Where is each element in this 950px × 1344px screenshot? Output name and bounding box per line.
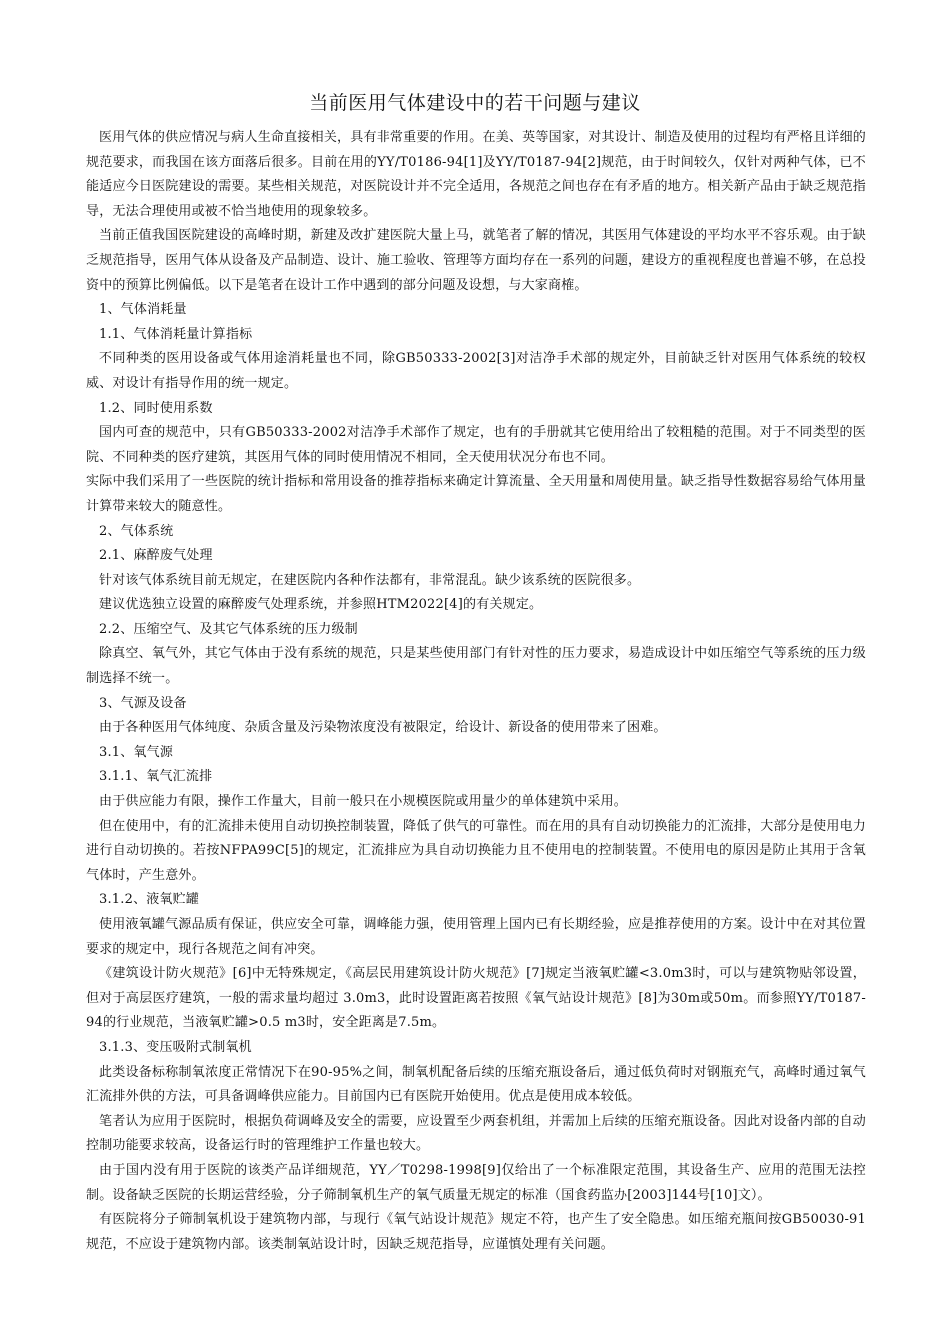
paragraph: 建议优选独立设置的麻醉废气处理系统，并参照HTM2022[4]的有关规定。 <box>99 597 543 613</box>
paragraph: 此类设备标称制氧浓度正常情况下在90-95%之间，制氧机配备后续的压缩充瓶设备后，通过低负荷时对钢瓶充气，高峰时通过氧气汇流排外供的方法，可具备调峰供应能力。目前国内已有医院开始使用。优点是使用成本较低。 <box>86 1064 866 1105</box>
paragraph: 有医院将分子筛制氧机设于建筑物内部，与现行《氧气站设计规范》规定不符，也产生了安全隐患。如压缩充瓶间按GB50030-91规范，不应设于建筑物内部。该类制氧站设计时，因缺乏规范指导，应谨慎处理有关问题。 <box>86 1212 866 1252</box>
paragraph: 不同种类的医用设备或气体用途消耗量也不同，除GB50333-2002[3]对洁净手术部的规定外，目前缺乏针对医用气体系统的较权威、对设计有指导作用的统一规定。 <box>86 351 866 391</box>
paragraph: 国内可查的规范中，只有GB50333-2002对洁净手术部作了规定，也有的手册就其它使用给出了较粗糙的范围。对于不同类型的医院、不同种类的医疗建筑，其医用气体的同时使用情况不相同，全天使用状况分布也不同。 <box>86 425 866 465</box>
subsection-heading: 1.2、同时使用系数 <box>99 400 213 416</box>
paragraph: 针对该气体系统目前无规定，在建医院内各种作法都有，非常混乱。缺少该系统的医院很多。 <box>99 572 641 588</box>
subsection-heading: 1.1、气体消耗量计算指标 <box>99 326 253 342</box>
paragraph: 由于国内没有用于医院的该类产品详细规范，YY／T0298-1998[9]仅给出了一个标准限定范围，其设备生产、应用的范围无法控制。设备缺乏医院的长期运营经验，分子筛制氧机生产的氧气质量无规定的标准（国食药监办[2003]144号[10]文）。 <box>86 1162 866 1203</box>
paragraph: 除真空、氧气外，其它气体由于没有系统的规范，只是某些使用部门有针对性的压力要求，易造成设计中如压缩空气等系统的压力级制选择不统一。 <box>86 646 866 687</box>
paragraph: 使用液氧罐气源品质有保证，供应安全可靠，调峰能力强，使用管理上国内已有长期经验，应是推荐使用的方案。设计中在对其位置要求的规定中，现行各规范之间有冲突。 <box>86 917 866 957</box>
paragraph: 《建筑设计防火规范》[6]中无特殊规定，《高层民用建筑设计防火规范》[7]规定当液氧贮罐<3.0m3时，可以与建筑物贴邻设置，但对于高层医疗建筑，一般的需求量均超过 3.0m3，此时设置距离若按照《氧气站设计规范》[8]为30m或50m。而参照YY/T0187-94的行业规范，当液氧贮罐>0.5 m3时，安全距离是7.5m。 <box>86 966 866 1031</box>
subsection-heading: 3.1、氧气源 <box>99 744 174 760</box>
paragraph: 实际中我们采用了一些医院的统计指标和常用设备的推荐指标来确定计算流量、全天用量和周使用量。缺乏指导性数据容易给气体用量计算带来较大的随意性。 <box>86 474 866 514</box>
subsection-heading: 2.1、麻醉废气处理 <box>99 548 213 564</box>
document-title: 当前医用气体建设中的若干问题与建议 <box>309 92 641 114</box>
section-heading: 3、气源及设备 <box>99 695 187 711</box>
section-heading: 2、气体系统 <box>99 523 174 539</box>
paragraph: 由于各种医用气体纯度、杂质含量及污染物浓度没有被限定，给设计、新设备的使用带来了困难。 <box>99 720 667 736</box>
paragraph: 但在使用中，有的汇流排未使用自动切换控制装置，降低了供气的可靠性。而在用的具有自动切换能力的汇流排，大部分是使用电力进行自动切换的。若按NFPA99C[5]的规定，汇流排应为具自动切换能力且不使用电的控制装置。不使用电的原因是防止其用于含氧气体时，产生意外。 <box>86 818 866 883</box>
document-body <box>86 126 866 1257</box>
paragraph: 当前正值我国医院建设的高峰时期，新建及改扩建医院大量上马，就笔者了解的情况，其医用气体建设的平均水平不容乐观。由于缺乏规范指导，医用气体从设备及产品制造、设计、施工验收、管理等方面均存在一系列的问题，建设方的重视程度也普遍不够，在总投资中的预算比例偏低。以下是笔者在设计工作中遇到的部分问题及设想，与大家商榷。 <box>86 228 866 293</box>
paragraph: 由于供应能力有限，操作工作量大，目前一般只在小规模医院或用量少的单体建筑中采用。 <box>99 794 628 810</box>
section-heading: 1、气体消耗量 <box>99 302 187 318</box>
subsection-heading: 2.2、压缩空气、及其它气体系统的压力级制 <box>99 621 358 637</box>
paragraph: 笔者认为应用于医院时，根据负荷调峰及安全的需要，应设置至少两套机组，并需加上后续的压缩充瓶设备。因此对设备内部的自动控制功能要求较高，设备运行时的管理维护工作量也较大。 <box>86 1113 866 1154</box>
subsubsection-heading: 3.1.2、液氧贮罐 <box>99 892 200 908</box>
subsubsection-heading: 3.1.3、变压吸附式制氧机 <box>99 1039 252 1055</box>
paragraph: 医用气体的供应情况与病人生命直接相关，具有非常重要的作用。在美、英等国家，对其设计、制造及使用的过程均有严格且详细的规范要求，而我国在该方面落后很多。目前在用的YY/T0186-94[1]及YY/T0187-94[2]规范，由于时间较久，仅针对两种气体，已不能适应今日医院建设的需要。某些相关规范，对医院设计并不完全适用，各规范之间也存在有矛盾的地方。相关新产品由于缺乏规范指导，无法合理使用或被不恰当地使用的现象较多。 <box>86 130 866 219</box>
subsubsection-heading: 3.1.1、氧气汇流排 <box>99 769 213 785</box>
